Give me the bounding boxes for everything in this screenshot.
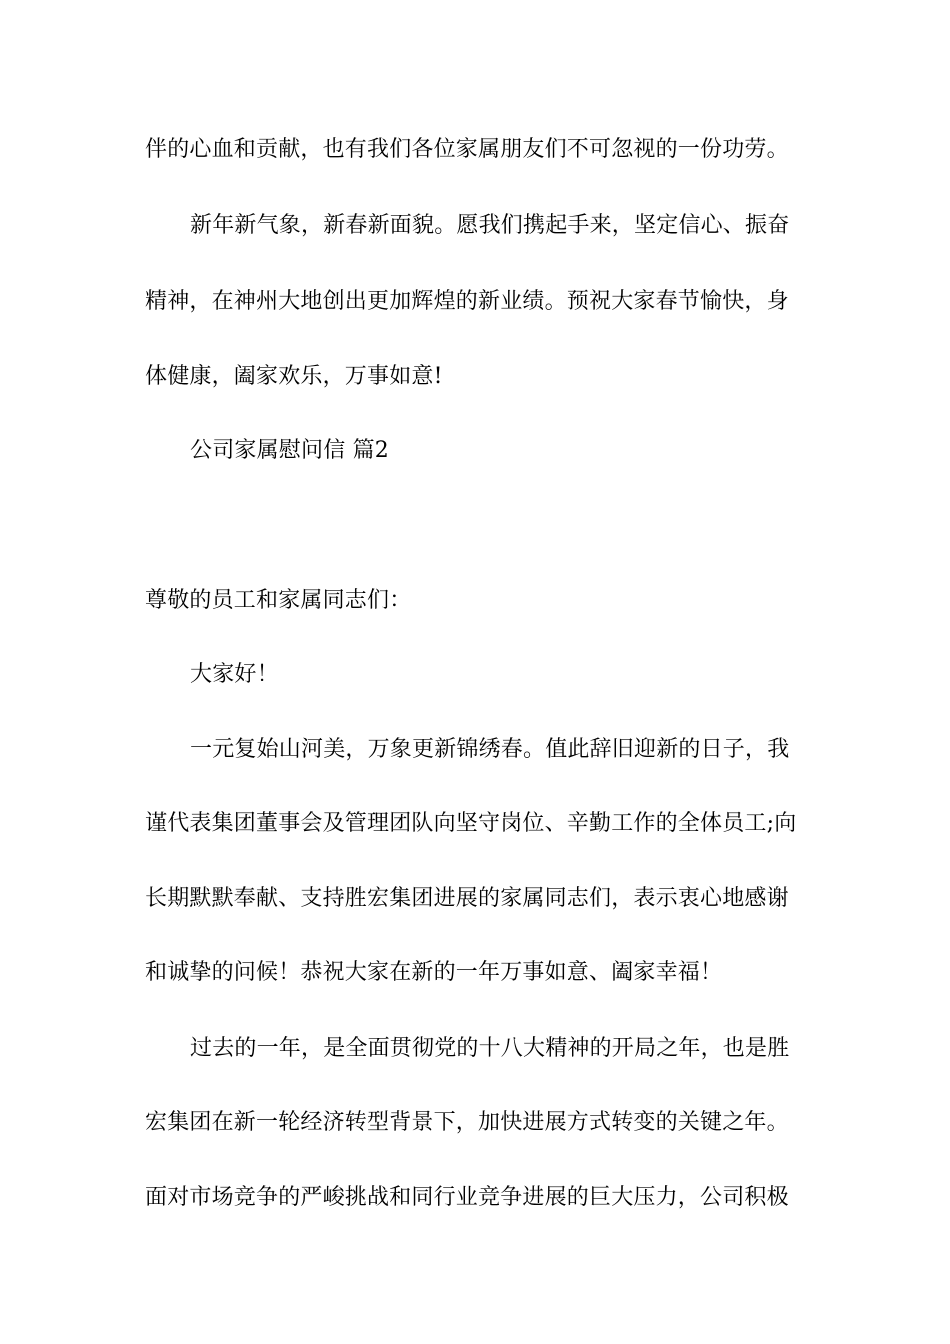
paragraph-line-11: 面对市场竞争的严峻挑战和同行业竞争进展的巨大压力，公司积极	[145, 1185, 789, 1210]
paragraph-line-9: 过去的一年，是全面贯彻党的十八大精神的开局之年，也是胜	[190, 1036, 790, 1061]
paragraph-line-4: 体健康，阖家欢乐，万事如意!	[145, 364, 443, 389]
paragraph-line-2: 新年新气象，新春新面貌。愿我们携起手来，坚定信心、振奋	[190, 213, 790, 238]
paragraph-line-8: 和诚挚的问候！恭祝大家在新的一年万事如意、阖家幸福！	[145, 960, 723, 985]
paragraph-line-1: 伴的心血和贡献，也有我们各位家属朋友们不可忽视的一份功劳。	[145, 137, 789, 162]
paragraph-line-3: 精神，在神州大地创出更加辉煌的新业绩。预祝大家春节愉快，身	[145, 289, 789, 314]
paragraph-line-7: 长期默默奉献、支持胜宏集团进展的家属同志们，表示衷心地感谢	[145, 886, 789, 911]
salutation: 尊敬的员工和家属同志们：	[145, 588, 412, 613]
section-heading: 公司家属慰问信 篇2	[190, 438, 389, 463]
paragraph-line-10: 宏集团在新一轮经济转型背景下，加快进展方式转变的关键之年。	[145, 1110, 789, 1135]
paragraph-line-5: 一元复始山河美，万象更新锦绣春。值此辞旧迎新的日子，我	[190, 737, 790, 762]
greeting: 大家好！	[190, 662, 279, 687]
paragraph-line-6: 谨代表集团董事会及管理团队向坚守岗位、辛勤工作的全体员工;向	[145, 811, 797, 836]
